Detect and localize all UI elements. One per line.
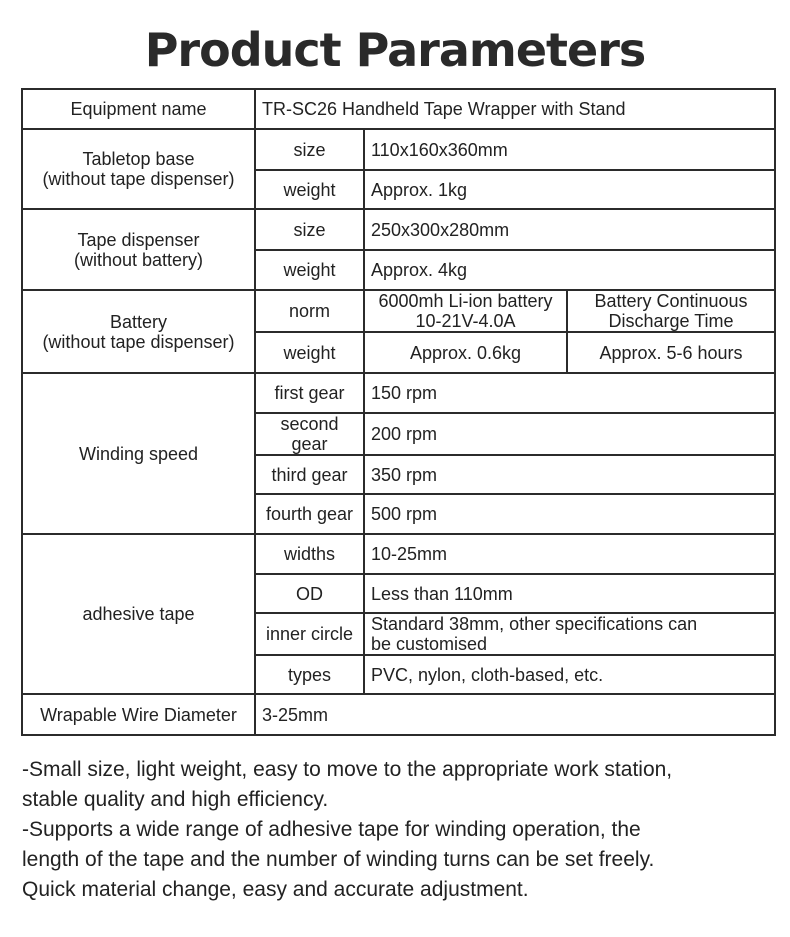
battery-norm-value [364, 290, 567, 332]
category-line: (without tape dispenser) [42, 331, 235, 352]
tabletop-weight-value: Approx. 1kg [364, 170, 775, 209]
battery-weight-label: weight [255, 332, 364, 373]
gear-value: 150 rpm [364, 373, 775, 413]
discharge-line: Discharge Time [608, 311, 734, 331]
tape-widths-value: 10-25mm [364, 534, 775, 574]
table-row [22, 290, 775, 332]
gear-label: third gear [255, 455, 364, 494]
tape-inner-circle-value [364, 613, 775, 655]
adhesive-tape-category: adhesive tape [22, 534, 255, 694]
equipment-name-value: TR-SC26 Handheld Tape Wrapper with Stand [255, 89, 775, 129]
gear-label: second gear [255, 413, 364, 455]
product-notes [22, 755, 782, 905]
battery-category [22, 290, 255, 373]
tape-types-label: types [255, 655, 364, 694]
equipment-name-label: Equipment name [22, 89, 255, 129]
tabletop-base-category [22, 129, 255, 209]
product-parameters-table [21, 88, 776, 736]
wire-diameter-label: Wrapable Wire Diameter [22, 694, 255, 735]
tabletop-size-value: 110x160x360mm [364, 129, 775, 170]
category-line: (without battery) [73, 249, 204, 270]
category-line: (without tape dispenser) [42, 169, 235, 189]
note-line: Quick material change, easy and accurate adjustment. [22, 878, 529, 901]
tape-widths-label: widths [255, 534, 364, 574]
battery-discharge-label [567, 290, 775, 332]
winding-speed-category: Winding speed [22, 373, 255, 534]
norm-line: 10-21V-4.0A [415, 311, 516, 331]
gear-label: fourth gear [255, 494, 364, 534]
note-line: -Small size, light weight, easy to move to the appropriate work station, [22, 758, 673, 781]
table-row [22, 534, 775, 574]
discharge-line: Battery Continuous [594, 291, 748, 311]
inner-circle-line: be customised [371, 634, 488, 654]
table-row [22, 373, 775, 413]
table-row [22, 129, 775, 170]
tape-od-value: Less than 110mm [364, 574, 775, 613]
norm-line: 6000mh Li-ion battery [378, 291, 553, 311]
battery-weight-value: Approx. 0.6kg [364, 332, 567, 373]
tape-dispenser-category [22, 209, 255, 290]
gear-value: 200 rpm [364, 413, 775, 455]
category-line: Tabletop base [82, 149, 195, 169]
battery-norm-label: norm [255, 290, 364, 332]
gear-value: 500 rpm [364, 494, 775, 534]
dispenser-size-value: 250x300x280mm [364, 209, 775, 250]
battery-discharge-value: Approx. 5-6 hours [567, 332, 775, 373]
wire-diameter-value: 3-25mm [255, 694, 775, 735]
dispenser-weight-label: weight [255, 250, 364, 290]
table-row [22, 89, 775, 129]
category-line: Battery [109, 311, 168, 332]
note-line: stable quality and high efficiency. [22, 788, 329, 811]
category-line: Tape dispenser [77, 229, 200, 250]
note-line: length of the tape and the number of winding turns can be set freely. [22, 848, 655, 871]
dispenser-weight-value: Approx. 4kg [364, 250, 775, 290]
page-title: Product Parameters [144, 23, 646, 77]
tape-types-value: PVC, nylon, cloth-based, etc. [364, 655, 775, 694]
gear-value: 350 rpm [364, 455, 775, 494]
table-row [22, 209, 775, 250]
tape-inner-circle-label: inner circle [255, 613, 364, 655]
dispenser-size-label: size [255, 209, 364, 250]
note-line: -Supports a wide range of adhesive tape for winding operation, the [22, 818, 641, 841]
tape-od-label: OD [255, 574, 364, 613]
gear-label: first gear [255, 373, 364, 413]
tabletop-weight-label: weight [255, 170, 364, 209]
tabletop-size-label: size [255, 129, 364, 170]
inner-circle-line: Standard 38mm, other specifications can [371, 614, 698, 634]
table-row [22, 694, 775, 735]
